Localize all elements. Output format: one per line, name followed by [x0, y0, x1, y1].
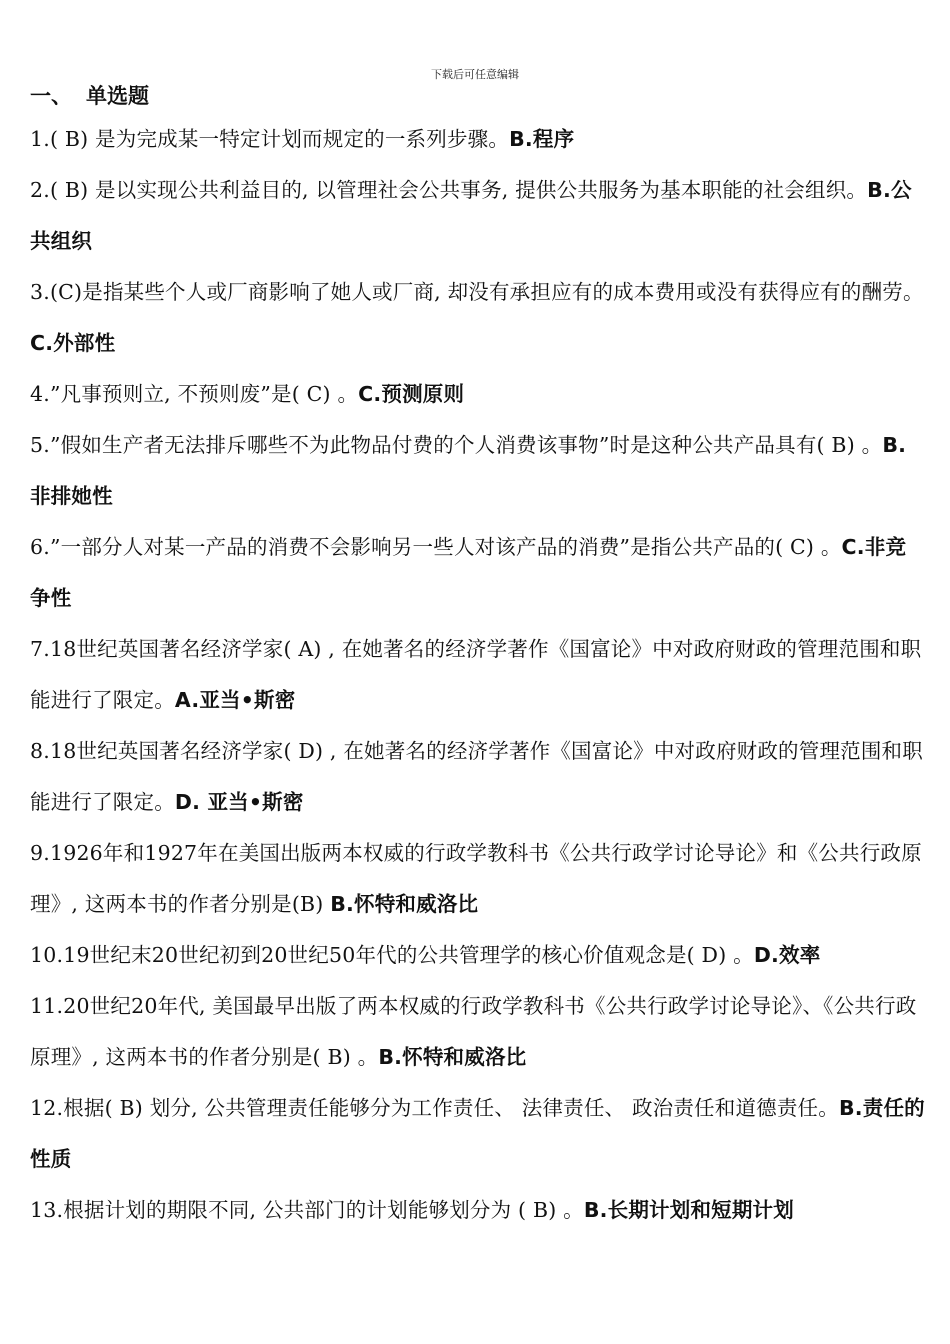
question-text: 7.18世纪英国著名经济学家( A) , 在她著名的经济学著作《国富论》中对政府财政的管理范围和职能进行了限定。 — [30, 637, 922, 712]
answer-text: B.程序 — [509, 127, 575, 151]
answer-text: C.外部性 — [30, 331, 116, 355]
answer-text: D. 亚当•斯密 — [174, 790, 304, 814]
question-12 — [30, 1083, 925, 1185]
answer-text: B.怀特和威洛比 — [378, 1045, 527, 1069]
question-7 — [30, 624, 925, 726]
question-2 — [30, 165, 925, 267]
question-text: 8.18世纪英国著名经济学家( D) , 在她著名的经济学著作《国富论》中对政府财政的管理范围和职能进行了限定。 — [30, 739, 923, 814]
answer-text: B.怀特和威洛比 — [330, 892, 479, 916]
answer-text: C.预测原则 — [358, 382, 465, 406]
section-title: 单选题 — [86, 84, 149, 108]
question-text: 2.( B) 是以实现公共利益目的, 以管理社会公共事务, 提供公共服务为基本职能的社会组织。 — [30, 178, 868, 202]
page-header: 下载后可任意编辑 — [431, 68, 519, 81]
answer-text: B.长期计划和短期计划 — [583, 1198, 794, 1222]
question-1 — [30, 114, 925, 165]
answer-text: B.责任的性质 — [30, 1096, 925, 1171]
question-text: 9.1926年和1927年在美国出版两本权威的行政学教科书《公共行政学讨论导论》和《公共行政原理》, 这两本书的作者分别是(B) — [30, 841, 922, 916]
section-number: 一、 — [30, 84, 72, 108]
question-13 — [30, 1185, 925, 1236]
question-3 — [30, 267, 925, 369]
question-text: 11.20世纪20年代, 美国最早出版了两本权威的行政学教科书《公共行政学讨论导论》、《公共行政原理》, 这两本书的作者分别是( B) 。 — [30, 994, 917, 1069]
question-9 — [30, 828, 925, 930]
question-text: 4.”凡事预则立, 不预则废”是( C) 。 — [30, 382, 359, 406]
question-5 — [30, 420, 925, 522]
question-11 — [30, 981, 925, 1083]
document-body — [30, 78, 925, 1236]
question-text: 3.(C)是指某些个人或厂商影响了她人或厂商, 却没有承担应有的成本费用或没有获得应有的酬劳。 — [30, 280, 924, 304]
question-6 — [30, 522, 925, 624]
answer-text: B.公共组织 — [30, 178, 912, 253]
answer-text: A.亚当•斯密 — [174, 688, 296, 712]
section-heading — [30, 78, 925, 114]
question-4 — [30, 369, 925, 420]
answer-text: B.非排她性 — [30, 433, 907, 508]
answer-text: D.效率 — [753, 943, 821, 967]
question-text: 1.( B) 是为完成某一特定计划而规定的一系列步骤。 — [30, 127, 510, 151]
question-text: 10.19世纪末20世纪初到20世纪50年代的公共管理学的核心价值观念是( D) 。 — [30, 943, 754, 967]
question-text: 13.根据计划的期限不同, 公共部门的计划能够划分为 ( B) 。 — [30, 1198, 584, 1222]
question-10 — [30, 930, 925, 981]
question-8 — [30, 726, 925, 828]
question-text: 5.”假如生产者无法排斥哪些不为此物品付费的个人消费该事物”时是这种公共产品具有( B) 。 — [30, 433, 883, 457]
question-text: 6.”一部分人对某一产品的消费不会影响另一些人对该产品的消费”是指公共产品的( C) 。 — [30, 535, 842, 559]
answer-text: C.非竞争性 — [30, 535, 907, 610]
question-text: 12.根据( B) 划分, 公共管理责任能够分为工作责任、 法律责任、 政治责任和道德责任。 — [30, 1096, 839, 1120]
